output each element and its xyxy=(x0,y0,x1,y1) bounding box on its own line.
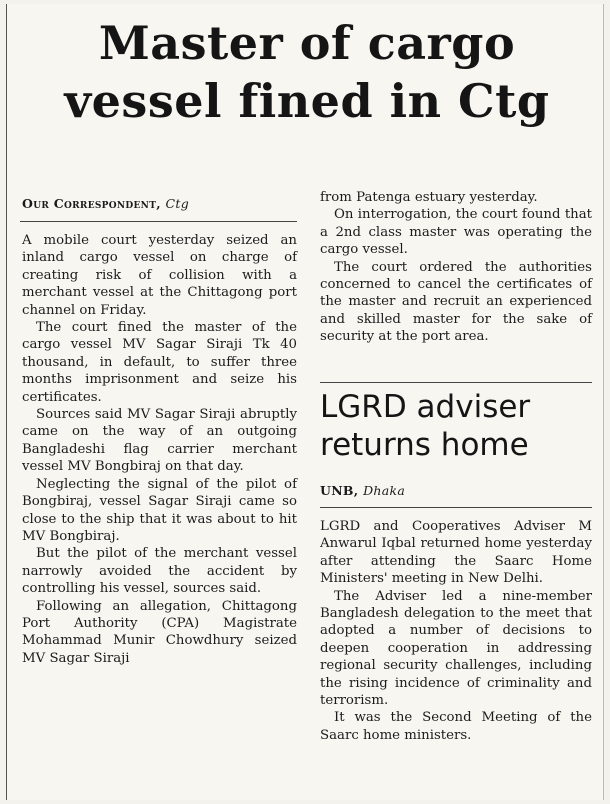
byline-location: Dhaka xyxy=(363,483,406,498)
section-divider xyxy=(320,382,592,383)
byline-divider xyxy=(320,507,592,508)
article-byline xyxy=(22,196,297,211)
paragraph: LGRD and Cooperatives Adviser M Anwarul Iqbal returned home yesterday after attending the Saarc Home Ministers' meeting in New Delhi. xyxy=(320,519,592,587)
second-article-byline xyxy=(320,483,592,498)
paragraph: Sources said MV Sagar Siraji abruptly came on the way of an outgoing Bangladeshi flag carrier merchant vessel MV Bongbiraj on that day. xyxy=(22,407,297,475)
paragraph: The Adviser led a nine-member Bangladesh delegation to the meet that adopted a number of decisions to deepen cooperation in addressing regional security challenges, including the rising incidence of criminality and terrorism. xyxy=(320,588,592,709)
paragraph: The court fined the master of the cargo vessel MV Sagar Siraji Tk 40 thousand, in default, to suffer three months imprisonment and seize his certificates. xyxy=(22,320,297,405)
paragraph: A mobile court yesterday seized an inland cargo vessel on charge of creating risk of collision with a merchant vessel at the Chittagong port channel on Friday. xyxy=(22,233,297,318)
paragraph: It was the Second Meeting of the Saarc home ministers. xyxy=(320,710,592,743)
paragraph: On interrogation, the court found that a 2nd class master was operating the cargo vessel. xyxy=(320,207,592,258)
paragraph: from Patenga estuary yesterday. xyxy=(320,190,538,205)
article-body-left xyxy=(22,232,297,667)
second-article-body xyxy=(320,518,592,744)
second-article-headline: LGRD adviser returns home xyxy=(320,389,531,463)
paragraph: Following an allegation, Chittagong Port Authority (CPA) Magistrate Mohammad Munir Chowdhury seized MV Sagar Siraji xyxy=(22,598,297,666)
byline-location: Ctg xyxy=(165,196,190,211)
paragraph: But the pilot of the merchant vessel narrowly avoided the accident by controlling his vessel, sources said. xyxy=(22,546,297,597)
paragraph: Neglecting the signal of the pilot of Bongbiraj, vessel Sagar Siraji came so close to the ship that it was about to hit MV Bongbiraj. xyxy=(22,476,297,544)
paragraph: The court ordered the authorities concerned to cancel the certificates of the master and recruit an experienced and skilled master for the sake of security at the port area. xyxy=(320,259,592,345)
byline-divider xyxy=(20,221,297,222)
byline-author: UNB, xyxy=(320,483,359,498)
article-body-right xyxy=(320,189,592,346)
article-headline: Master of cargo vessel fined in Ctg xyxy=(64,16,550,128)
byline-author: Our Correspondent, xyxy=(22,196,161,211)
